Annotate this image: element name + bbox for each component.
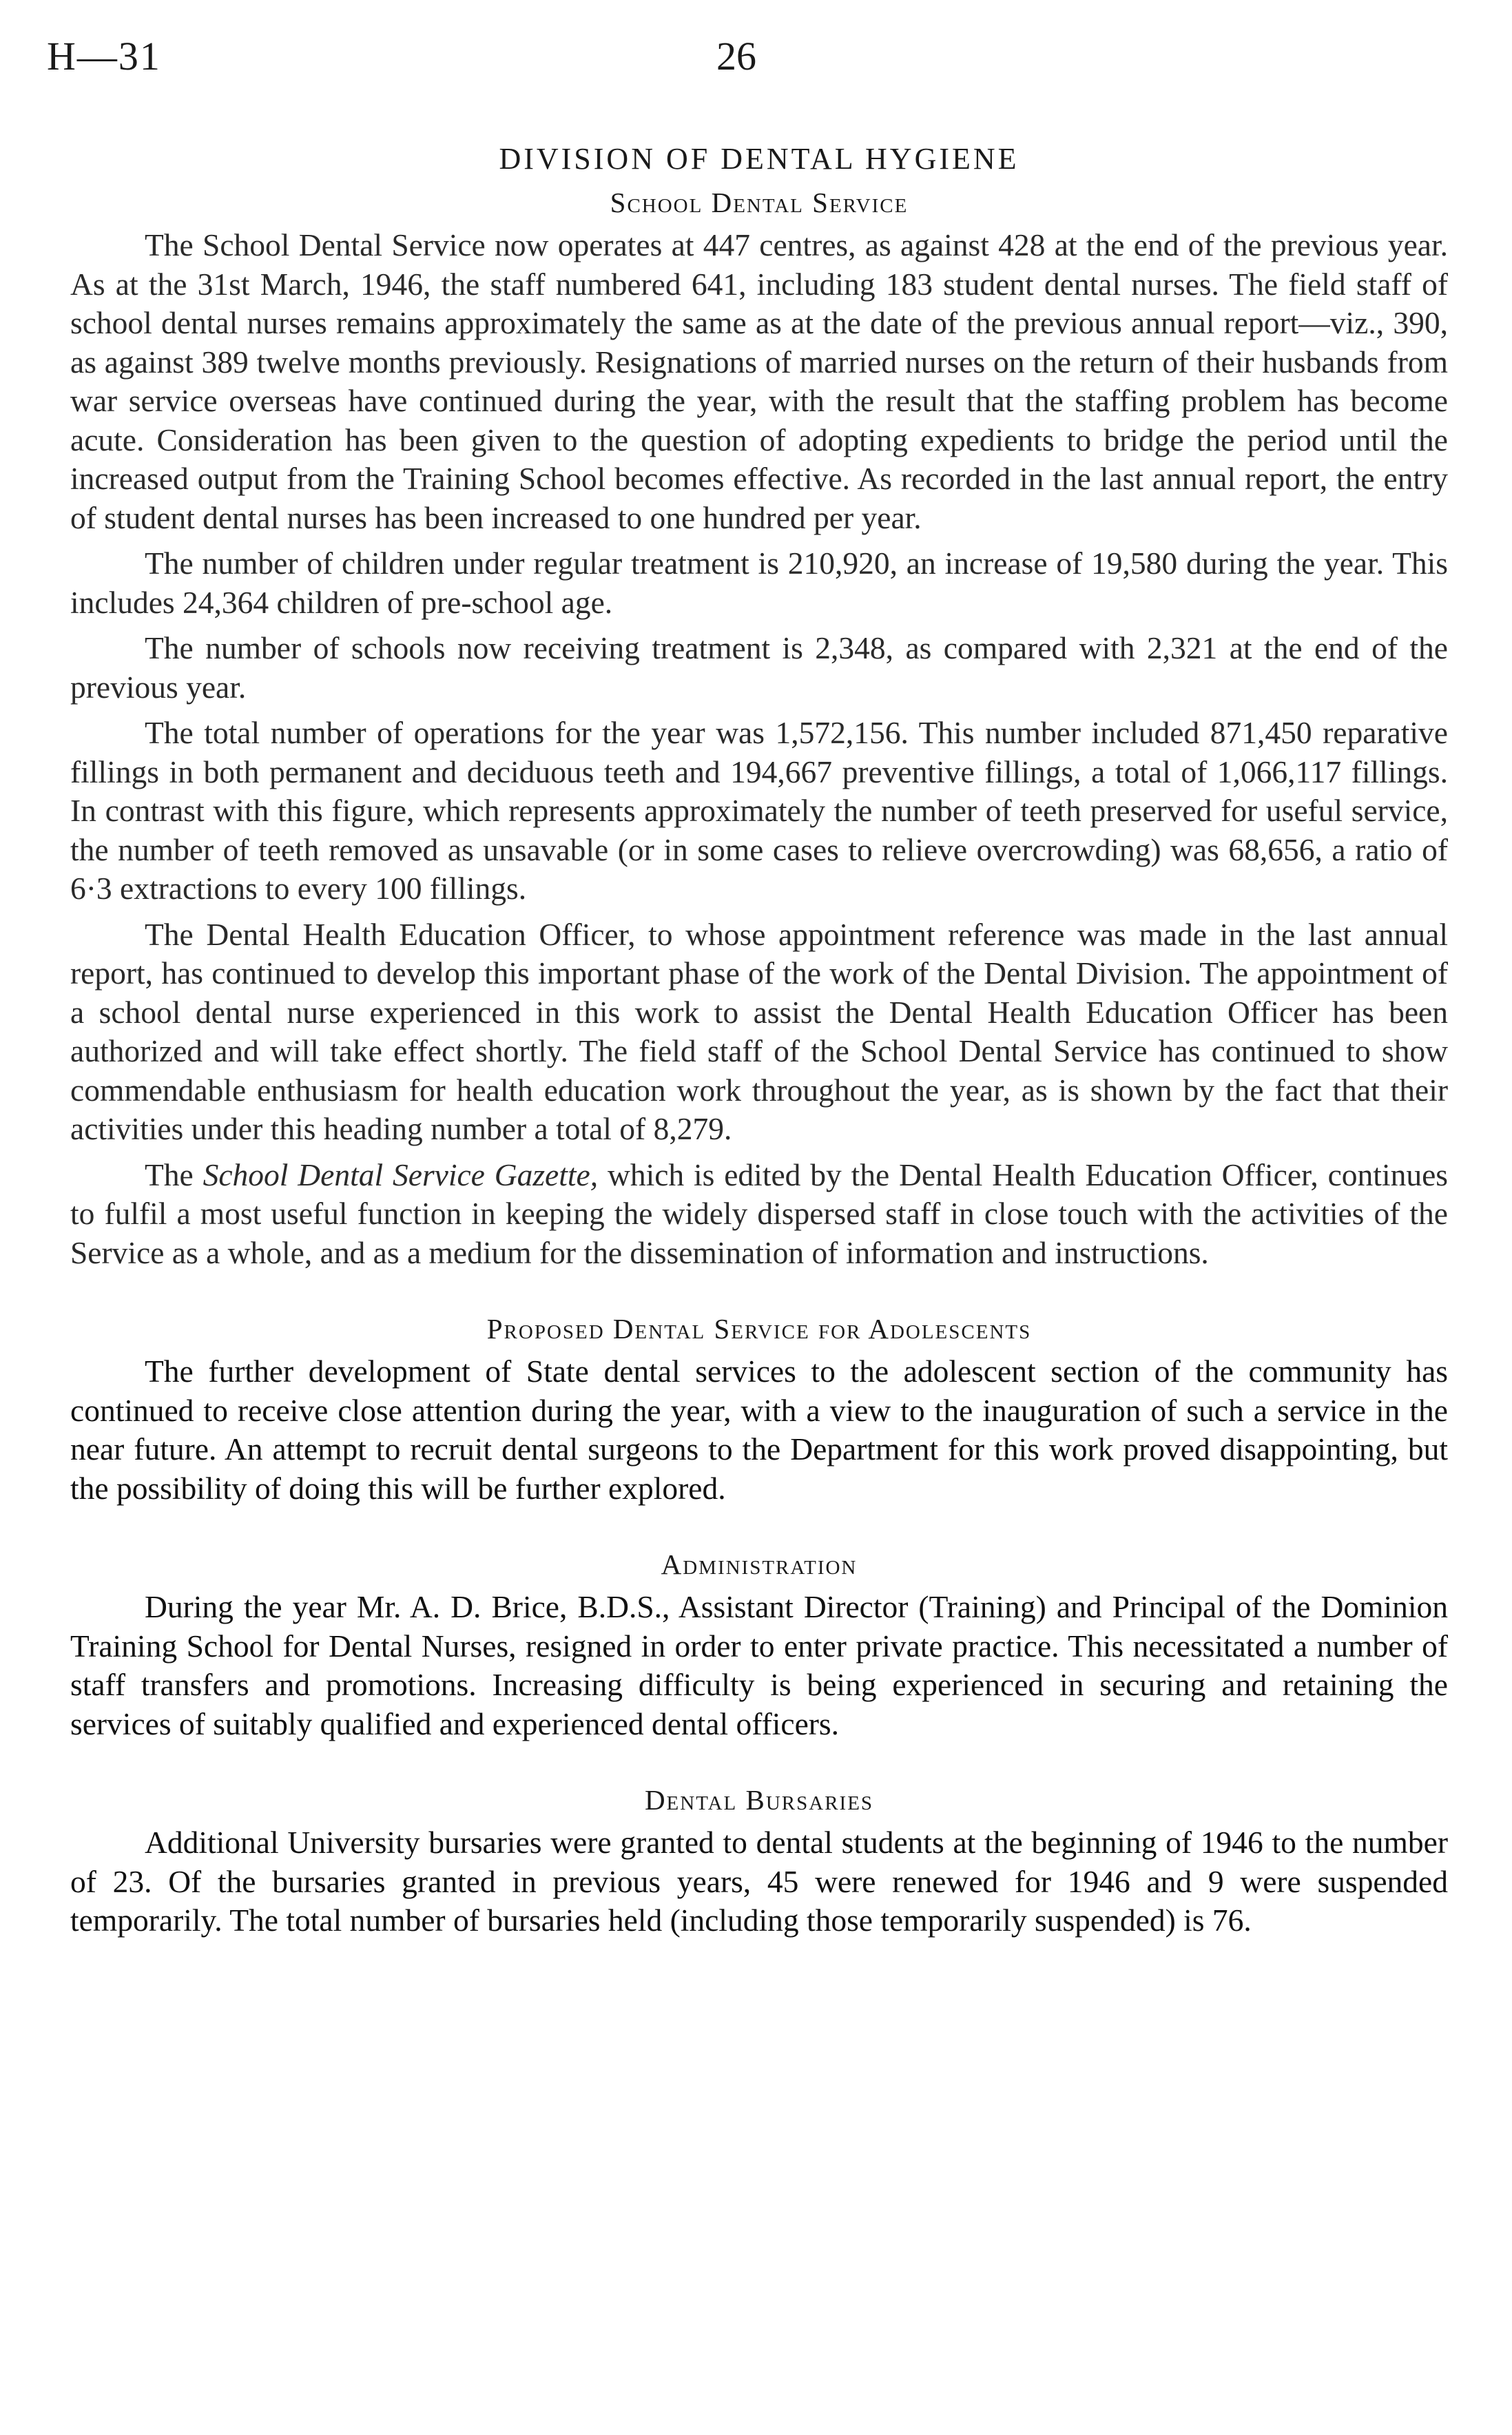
section-dental-bursaries: [70, 1783, 1448, 1940]
page-content: [70, 141, 1448, 1947]
paragraph-rest: which is edited by the Dental Health Education Officer, continues to fulfil a most useful function in keeping the widely dispersed staff in close touch with the activities of the Service as a whole, and as a medium for the dissemination of information and instructions.: [70, 1157, 1448, 1270]
paragraph: [70, 1156, 1448, 1273]
paragraph: The number of schools now receiving treatment is 2,348, as compared with 2,321 at the end of the previous year.: [70, 630, 1448, 705]
section-proposed-dental-service: [70, 1312, 1448, 1508]
section-heading: Administration: [661, 1548, 858, 1580]
paragraph: The number of children under regular treatment is 210,920, an increase of 19,580 during the year. This includes 24,364 children of pre-school age.: [70, 546, 1448, 620]
section-administration: [70, 1548, 1448, 1743]
paragraph-lead: The: [145, 1157, 203, 1192]
paragraph: The further development of State dental services to the adolescent section of the community has continued to receive close attention during the year, with a view to the inauguration of such a service in the near future. An attempt to recruit dental surgeons to the Department for this work proved disappointing, but the possibility of doing this will be further explored.: [70, 1354, 1448, 1506]
paragraph: Additional University bursaries were granted to dental students at the beginning of 1946 to the number of 23. Of the bursaries granted in previous years, 45 were renewed for 1946 and 9 were suspended temporarily. The total number of bursaries held (including those temporarily suspended) is 76.: [70, 1825, 1448, 1938]
gazette-title: School Dental Service Gazette,: [203, 1157, 599, 1192]
section-heading: Dental Bursaries: [644, 1784, 874, 1816]
page-number: 26: [716, 34, 756, 79]
paragraph: The Dental Health Education Officer, to whose appointment reference was made in the last annual report, has continued to develop this important phase of the work of the Dental Division. The appointment of a school dental nurse experienced in this work to assist the Dental Health Education Officer has been authorized and will take effect shortly. The field staff of the School Dental Service has continued to show commendable enthusiasm for health education work throughout the year, as is shown by the fact that their activities under this heading number a total of 8,279.: [70, 916, 1448, 1146]
division-title: DIVISION OF DENTAL HYGIENE: [499, 142, 1019, 176]
section-heading: Proposed Dental Service for Adolescents: [486, 1313, 1032, 1345]
paragraph: The School Dental Service now operates at 447 centres, as against 428 at the end of the previous year. As at the 31st March, 1946, the staff numbered 641, including 183 student dental nurses. The field staff of school dental nurses remains approximately the same as at the date of the previous annual report—viz., 390, as against 389 twelve months previously. Resignations of married nurses on the return of their husbands from war service overseas have continued during the year, with the result that the staffing problem has become acute. Consideration has been given to the question of adopting expedients to bridge the period until the increased output from the Training School becomes effective. As recorded in the last annual report, the entry of student dental nurses has been increased to one hundred per year.: [70, 227, 1448, 535]
document-code: H—31: [47, 34, 161, 79]
section-school-dental-service: [70, 186, 1448, 1272]
paragraph: During the year Mr. A. D. Brice, B.D.S., Assistant Director (Training) and Principal of the Dominion Training School for Dental Nurses, resigned in order to enter private practice. This necessitated a number of staff transfers and promotions. Increasing difficulty is being experienced in securing and retaining the services of suitably qualified and experienced dental officers.: [70, 1589, 1448, 1741]
paragraph: The total number of operations for the year was 1,572,156. This number included 871,450 reparative fillings in both permanent and deciduous teeth and 194,667 preventive fillings, a total of 1,066,117 fillings. In contrast with this figure, which represents approximately the number of teeth preserved for useful service, the number of teeth removed as unsavable (or in some cases to relieve overcrowding) was 68,656, a ratio of 6·3 extractions to every 100 fillings.: [70, 715, 1448, 906]
section-heading: School Dental Service: [610, 187, 909, 218]
